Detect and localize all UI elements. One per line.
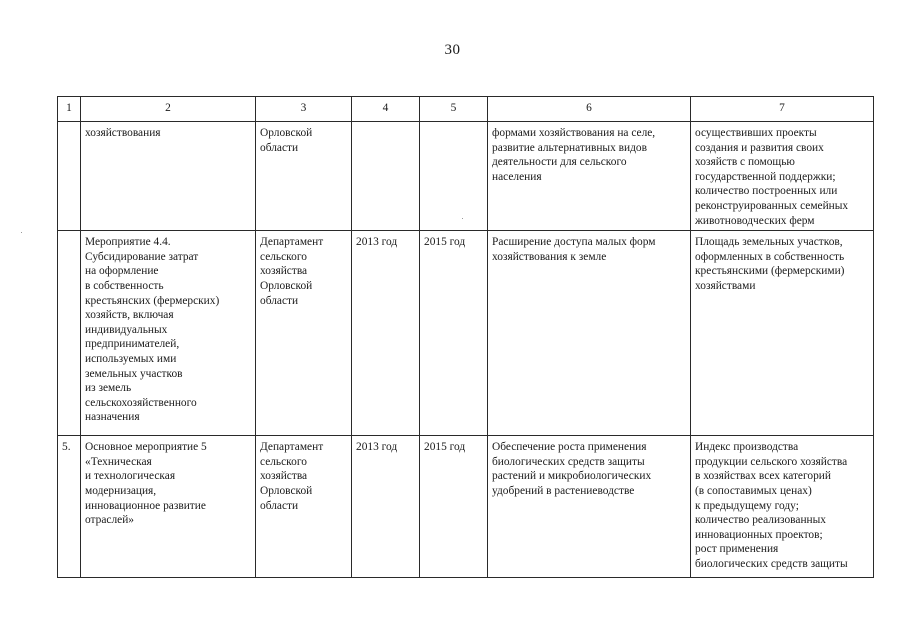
indicator: осуществивших проекты создания и развития своих хозяйств с помощью государственной поддержки; количество построенных или реконструированных семейных животноводческих ферм: [691, 122, 874, 231]
column-header: 7: [691, 97, 874, 122]
expected-result: Расширение доступа малых форм хозяйствования к земле: [488, 231, 691, 436]
column-header: 5: [420, 97, 488, 122]
column-header: 4: [352, 97, 420, 122]
end-year: 2015 год: [420, 436, 488, 578]
column-header: 2: [81, 97, 256, 122]
program-measures-table: [57, 96, 874, 578]
measure-name: хозяйствования: [81, 122, 256, 231]
indicator: Площадь земельных участков, оформленных в собственность крестьянскими (фермерскими) хозяйствами: [691, 231, 874, 436]
table-row: [58, 436, 874, 578]
table-header-row: [58, 97, 874, 122]
start-year: [352, 122, 420, 231]
table-row: [58, 122, 874, 231]
start-year: 2013 год: [352, 231, 420, 436]
measure-name: Мероприятие 4.4. Субсидирование затрат на оформление в собственность крестьянских (фермерских) хозяйств, включая индивидуальных предпринимателей, используемых ими земельных участков из земель сельскохозяйственного назначения: [81, 231, 256, 436]
row-number: [58, 231, 81, 436]
measure-name: Основное мероприятие 5 «Техническая и технологическая модернизация, инновационное развитие отраслей»: [81, 436, 256, 578]
expected-result: формами хозяйствования на селе, развитие альтернативных видов деятельности для сельского населения: [488, 122, 691, 231]
indicator: Индекс производства продукции сельского хозяйства в хозяйствах всех категорий (в сопоставимых ценах) к предыдущему году; количество реализованных инновационных проектов; рост применения биологических средств защиты: [691, 436, 874, 578]
expected-result: Обеспечение роста применения биологических средств защиты растений и микробиологических удобрений в растениеводстве: [488, 436, 691, 578]
end-year: 2015 год: [420, 231, 488, 436]
executor: Департамент сельского хозяйства Орловской области: [256, 436, 352, 578]
row-number: 5.: [58, 436, 81, 578]
row-number: [58, 122, 81, 231]
page-number: 30: [444, 42, 461, 58]
column-header: 3: [256, 97, 352, 122]
end-year: [420, 122, 488, 231]
column-header: 1: [58, 97, 81, 122]
scan-speck: [462, 218, 463, 219]
start-year: 2013 год: [352, 436, 420, 578]
executor: Департамент сельского хозяйства Орловской области: [256, 231, 352, 436]
column-header: 6: [488, 97, 691, 122]
executor: Орловской области: [256, 122, 352, 231]
table-row: [58, 231, 874, 436]
scan-speck: [21, 232, 22, 233]
